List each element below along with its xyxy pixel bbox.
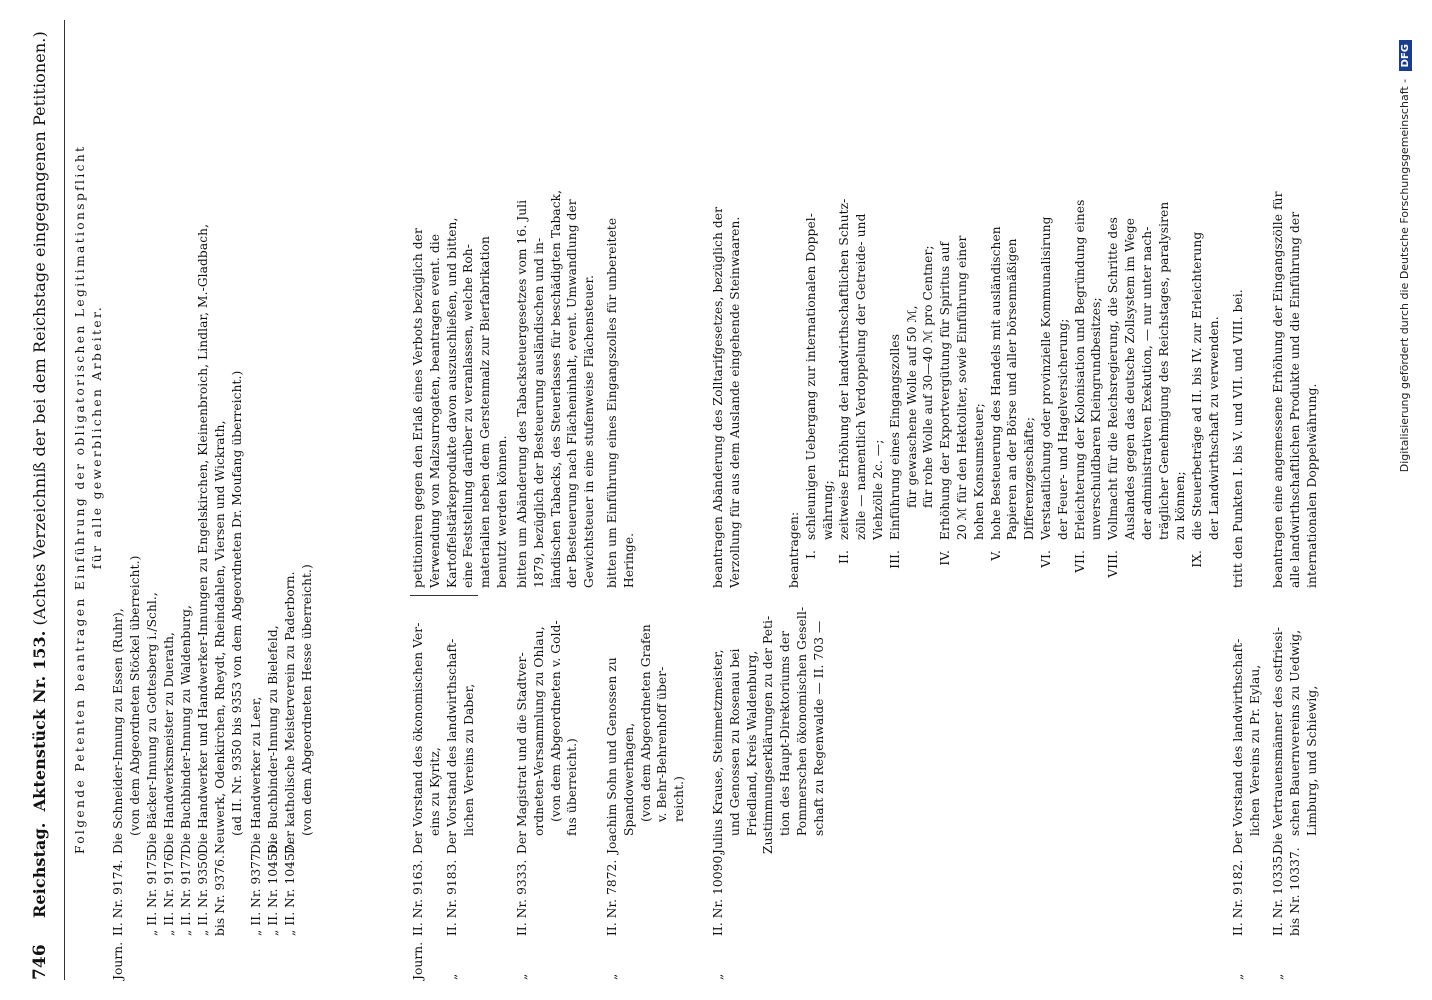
request-item-cont: hohen Konsumsteuer; — [971, 403, 986, 540]
entry-line: Die Handwerksmeister zu Duerath, — [162, 631, 176, 854]
petitioner-line: tion des Haupt-Direktoriums der — [778, 630, 793, 836]
entry-line: (von dem Abgeordneten Stöckel überreicht.) — [127, 555, 142, 836]
request-item: I.schleunigen Uebergang zur internationalen Doppel- — [803, 213, 818, 559]
request-item-cont: für rohe Wolle auf 30—40 ℳ pro Centner; — [921, 245, 936, 508]
request-line: beantragen eine angemessene Erhöhung der Eingangszölle für — [1271, 191, 1285, 588]
petition-date: „ — [445, 973, 459, 980]
petitioner-line: Der Magistrat und die Stadtver- — [515, 652, 529, 854]
section-date: Journ. — [111, 941, 125, 980]
request-item-cont: der Feuer- und Hagelversicherung; — [1055, 318, 1070, 540]
entry-num: II. Nr. 9174. — [111, 859, 125, 936]
running-title — [32, 31, 49, 918]
petition-date: Journ. — [411, 941, 425, 980]
entry-line: Neuwerk, Odenkirchen, Rheydt, Rheindahlen, Viersen und Wickrath, — [213, 420, 227, 854]
entry-line: Die Buchbinder-Innung zu Bielefeld, — [266, 625, 280, 854]
entry-line: Die Handwerker und Handwerker-Innungen zu Engelskirchen, Kleinenbroich, Lindlar, M.-Gladbach, — [196, 223, 210, 854]
petitioner-line: Friedland, Kreis Waldenburg, — [744, 650, 759, 836]
petition-petitioner — [410, 599, 444, 854]
petition-date: „ — [515, 973, 529, 980]
request-line: eine Feststellung darüber zu veranlassen, welche Roh- — [461, 244, 476, 588]
request-item-cont: Auslandes gegen das deutsche Zollsystem im Wege — [1122, 217, 1137, 540]
request-line: Kartoffelstärkeprodukte davon auszuschließen, und bitten, — [444, 217, 459, 588]
entry-num: bis Nr. 9376. — [213, 855, 227, 936]
brace — [410, 595, 478, 596]
entry-text — [161, 20, 178, 854]
entry-num: „ II. Nr. 10456. — [266, 841, 280, 936]
request-line: Gewichtsteuer in eine stufenweise Flächensteuer. — [582, 274, 597, 588]
petitioner-line: Spandowerhagen, — [621, 722, 636, 836]
request-block — [410, 20, 511, 588]
petitioner-line: schen Bauernvereins zu Uedwig, — [1287, 629, 1302, 836]
entry-text — [265, 20, 282, 854]
petition-date: „ — [605, 973, 619, 980]
petitioner-line: Der Vorstand des landwirthschaft- — [1231, 638, 1245, 854]
request-item-cont: Differenzgeschäfte; — [1022, 416, 1037, 540]
petition-petitioner — [710, 599, 828, 854]
request-line: petitioniren gegen den Erlaß eines Verbots bezüglich der — [411, 228, 425, 588]
entry-num: „ II. Nr. 9177. — [179, 849, 193, 936]
request-line: der Besteuerung nach Flächeninhalt, event. Umwandlung der — [565, 199, 580, 588]
request-line: internationalen Doppelwährung. — [1304, 383, 1319, 588]
petition-date: „ — [1271, 973, 1285, 980]
request-line: alle landwirthschaftlichen Produkte und die Einführung der — [1287, 211, 1302, 588]
request-item-cont: zu können; — [1173, 471, 1188, 540]
entry-num: „ II. Nr. 9176. — [162, 849, 176, 936]
request-block — [710, 20, 744, 588]
entry-text — [212, 20, 246, 854]
running-subtitle: (Achtes Verzeichniß der bei dem Reichstage eingegangenen Petitionen.) — [30, 31, 49, 626]
digitization-text: Digitalisierung gefördert durch die Deutsche Forschungsgemeinschaft - — [1398, 78, 1411, 473]
intro-line-2: für alle gewerblichen Arbeiter. — [89, 304, 104, 570]
request-item: V.hohe Besteuerung des Handels mit ausländischen — [988, 226, 1003, 561]
petitioner-line: und Genossen zu Rosenau bei — [727, 648, 742, 836]
entry-text — [195, 20, 212, 854]
entry-text — [110, 20, 144, 854]
request-block — [604, 20, 638, 588]
request-line: 1879, bezüglich der Besteuerung ausländischen und in- — [531, 237, 546, 588]
request-list — [786, 20, 1223, 588]
request-item: IV.Erhöhung der Exportvergütung für Spiritus auf — [938, 241, 953, 566]
document-page — [30, 20, 1390, 980]
request-line: bitten um Abänderung des Tabacksteuergesetzes vom 16. Juli — [515, 199, 529, 588]
petition-num: II. Nr. 7872. — [605, 859, 619, 936]
petitioner-line: schaft zu Regenwalde — II. 703 — — [811, 620, 826, 836]
dfg-logo: DFG — [1399, 40, 1412, 71]
request-item: VIII.Vollmacht für die Reichsregierung, die Schritte des — [1106, 217, 1121, 578]
request-line: Verzollung für aus dem Auslande eingehende Steinwaaren. — [727, 216, 742, 588]
request-item: VII.Erleichterung der Kolonisation und Begründung eines — [1072, 199, 1087, 573]
petitioner-line: Joachim Sohn und Genossen zu — [605, 657, 619, 854]
intro-line-1: Folgende Petenten beantragen Einführung der obligatorischen Legitimationspflicht — [73, 144, 87, 854]
petition-petitioner — [444, 599, 478, 854]
petitioner-line: Pommerschen ökonomischen Gesell- — [794, 606, 809, 836]
entry-text — [282, 20, 316, 854]
petition-petitioner — [1230, 599, 1264, 854]
entry-line: Die Bäcker-Innung zu Gottesberg i./Schl., — [145, 592, 159, 854]
petitioner-line: (von dem Abgeordneten v. Gold- — [548, 620, 563, 822]
petition-num: II. Nr. 9163. — [411, 859, 425, 936]
request-item: II.zeitweise Erhöhung der landwirthschaftlichen Schutz- — [837, 198, 852, 564]
petitioner-line: lichen Vereins zu Pr. Eylau, — [1247, 664, 1262, 836]
entry-line: Die Handwerker zu Leer, — [249, 696, 263, 854]
petition-num: II. Nr. 9333. — [515, 859, 529, 936]
petition-date: „ — [711, 973, 725, 980]
petitioner-line: reicht.) — [672, 776, 687, 822]
entry-line: Die Buchbinder-Innung zu Waldenburg, — [179, 604, 193, 854]
petitioner-line: Der Vorstand des landwirthschaft- — [445, 638, 459, 854]
petition-date: „ — [1231, 973, 1245, 980]
petitioner-line: Julius Krause, Steinmetzmeister, — [711, 649, 725, 854]
petition-num — [1270, 847, 1304, 936]
petitioner-line: eins zu Kyritz, — [427, 747, 442, 836]
request-item-cont: Viehzölle 2c. —; — [870, 439, 885, 540]
request-item-cont: unverschuldbaren Kleingrundbesitzes; — [1089, 297, 1104, 540]
request-item-cont: währung; — [820, 480, 835, 540]
petitioner-line: Limburg, und Schiewig, — [1304, 685, 1319, 836]
petitioner-line: lichen Vereins zu Daber, — [461, 683, 476, 836]
intro-heading — [72, 20, 106, 854]
request-block — [1270, 20, 1320, 588]
request-item: III.Einführung eines Eingangszolles — [887, 333, 902, 569]
request-line: Heringe. — [621, 532, 636, 588]
petitioner-line: Die Vertrauensmänner des ostfriesi- — [1271, 627, 1285, 854]
entry-num: „ II. Nr. 9377. — [249, 849, 263, 936]
request-line: bitten um Einführung eines Eingangszolles für unbereitete — [605, 217, 619, 588]
petition-num: II. Nr. 9182. — [1231, 859, 1245, 936]
header-rule — [64, 20, 65, 980]
page-header — [30, 20, 56, 980]
request-item: VI.Verstaatlichung oder provinzielle Kommunalisirung — [1038, 216, 1053, 568]
petition-petitioner — [604, 599, 688, 854]
request-line: Verwendung von Malzsurrogaten, beantragen event. die — [427, 233, 442, 588]
request-line: ländischen Tabacks, des Steuerlasses für beschädigten Taback, — [548, 189, 563, 588]
request-item-cont: Papieren an der Börse und aller börsenmäßigen — [1005, 238, 1020, 540]
request-line: benutzt werden können. — [494, 435, 509, 588]
petitioner-line: Der Vorstand des ökonomischen Ver- — [411, 622, 425, 854]
aktenstueck-number: Aktenstück Nr. 153. — [30, 630, 49, 812]
petition-num-from: II. Nr. 10335. — [1271, 851, 1285, 936]
request-item-cont: der Landwirthschaft zu verwenden. — [1206, 316, 1221, 540]
petitioner-line: v. Behr-Behrenhoff über- — [655, 666, 670, 822]
entry-num: „ II. Nr. 9350. — [196, 849, 210, 936]
petition-num-to: bis Nr. 10337. — [1287, 847, 1302, 936]
petitioner-line: Zustimmungserklärungen zu der Peti- — [761, 615, 776, 854]
petitioner-line: ordneten-Versammlung zu Ohlau, — [531, 626, 546, 836]
entry-line: (ad II. Nr. 9350 bis 9353 von dem Abgeordneten Dr. Moufang überreicht.) — [229, 370, 244, 836]
request-line: tritt den Punkten I. bis V. und VII. und VIII. bei. — [1231, 289, 1245, 588]
entry-line: (von dem Abgeordneten Hesse überreicht.) — [299, 564, 314, 836]
request-intro: beantragen: — [787, 511, 801, 588]
petition-num: II. Nr. 10090. — [711, 851, 725, 936]
request-line: materialien neben dem Gerstenmalz zur Bierfabrikation — [478, 235, 493, 588]
petition-num: II. Nr. 9183. — [445, 859, 459, 936]
request-item-cont: für gewaschene Wolle auf 50 ℳ, — [904, 305, 919, 508]
running-title-reichstag: Reichstag. — [30, 822, 49, 918]
entry-text — [248, 20, 265, 854]
request-block — [1230, 20, 1247, 588]
petitioner-line: (von dem Abgeordneten Grafen — [638, 624, 653, 822]
request-item-cont: der administrativen Exekution, — nur unter nach- — [1139, 226, 1154, 540]
entry-num: „ II. Nr. 10457. — [283, 841, 297, 936]
entry-text — [178, 20, 195, 854]
entry-line: Die Schneider-Innung zu Essen (Ruhr), — [111, 608, 125, 854]
digitization-footer — [1392, 0, 1422, 1000]
petition-petitioner — [1270, 599, 1320, 854]
request-item-cont: träglicher Genehmigung des Reichstages, paralysiren — [1156, 201, 1171, 540]
petitioner-line: fus überreicht.) — [565, 738, 580, 836]
request-item-cont: 20 ℳ für den Hektoliter, sowie Einführung einer — [954, 235, 969, 540]
petition-petitioner — [514, 599, 581, 854]
entry-text — [144, 20, 161, 854]
request-item-cont: zölle — namentlich Verdoppelung der Getreide- und — [854, 213, 869, 540]
request-item: IX.die Steuerbeträge ad II. bis IV. zur Erleichterung — [1190, 231, 1205, 568]
entry-num: „ II. Nr. 9175. — [145, 849, 159, 936]
page-number: 746 — [30, 944, 50, 980]
request-block — [514, 20, 598, 588]
request-line: beantragen Abänderung des Zolltarifgesetzes, bezüglich der — [711, 206, 725, 588]
entry-line: Der katholische Meisterverein zu Paderborn. — [283, 571, 297, 854]
